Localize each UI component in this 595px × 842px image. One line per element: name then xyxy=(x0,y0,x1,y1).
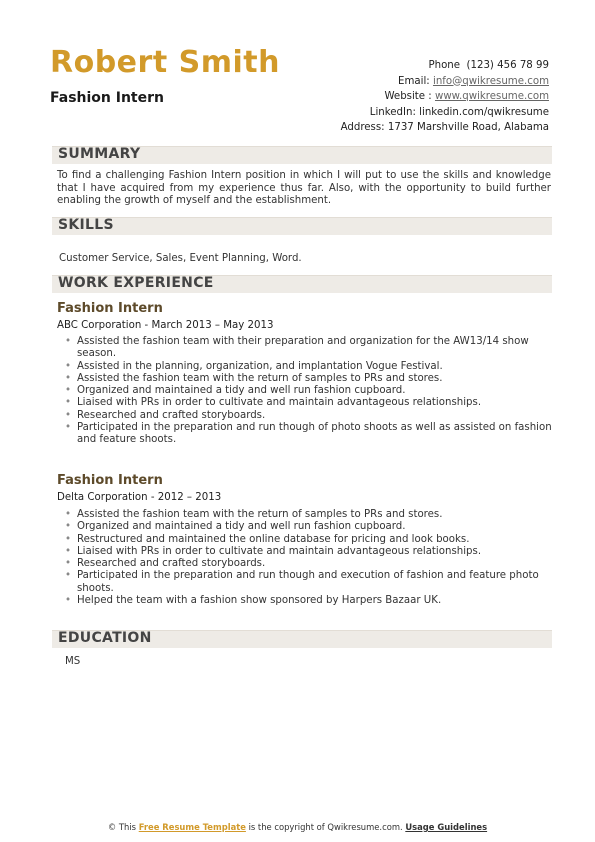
summary-section-header xyxy=(52,146,552,164)
skills-heading: SKILLS xyxy=(58,217,114,233)
address-label: Address: xyxy=(340,122,385,133)
address-value: 1737 Marshville Road, Alabama xyxy=(387,122,549,133)
contact-email xyxy=(341,74,549,90)
job-1-company: ABC Corporation - March 2013 – May 2013 xyxy=(57,320,274,331)
list-item: • Researched and crafted storyboards. xyxy=(77,410,569,422)
skills-text: Customer Service, Sales, Event Planning, Word. xyxy=(59,253,302,264)
list-item: • Restructured and maintained the online database for pricing and look books. xyxy=(77,534,569,546)
list-item: • Assisted the fashion team with the return of samples to PRs and stores. xyxy=(77,509,569,521)
website-link[interactable]: www.qwikresume.com xyxy=(434,91,549,102)
footer-prefix: © This xyxy=(107,822,139,832)
list-item: • Researched and crafted storyboards. xyxy=(77,558,569,570)
list-item: • Participated in the preparation and run though and execution of fashion and feature photo shoots. xyxy=(77,570,569,595)
list-item: • Assisted the fashion team with their preparation and organization for the AW13/14 show season. xyxy=(77,336,569,361)
contact-linkedin xyxy=(341,105,549,121)
contact-phone xyxy=(341,58,549,74)
list-item: • Organized and maintained a tidy and well run fashion cupboard. xyxy=(77,521,569,533)
footer-copyright xyxy=(0,822,595,832)
job-2-title: Fashion Intern xyxy=(57,473,163,488)
website-label: Website : xyxy=(384,91,432,102)
linkedin-value: linkedin.com/qwikresume xyxy=(419,106,549,118)
list-item: • Helped the team with a fashion show sponsored by Harpers Bazaar UK. xyxy=(77,595,569,607)
email-label: Email: xyxy=(398,75,430,87)
job-2-bullets xyxy=(57,509,569,607)
linkedin-label: LinkedIn: xyxy=(369,106,416,118)
education-text: MS xyxy=(65,656,81,667)
summary-heading: SUMMARY xyxy=(58,146,141,162)
footer-middle: is the copyright of Qwikresume.com. xyxy=(245,822,406,832)
phone-label: Phone xyxy=(428,60,461,71)
list-item: • Participated in the preparation and run though of photo shoots as well as assisted on fashion and feature shoots. xyxy=(77,422,569,447)
list-item: • Assisted in the planning, organization, and implantation Vogue Festival. xyxy=(77,361,569,373)
free-resume-template-link[interactable]: Free Resume Template xyxy=(138,822,246,832)
candidate-role: Fashion Intern xyxy=(50,90,164,106)
list-item: • Organized and maintained a tidy and well run fashion cupboard. xyxy=(77,385,569,397)
job-1-title: Fashion Intern xyxy=(57,301,163,316)
contact-block xyxy=(341,58,549,136)
summary-text: To find a challenging Fashion Intern position in which I will put to use the skills and knowledge that I have acquired from my experience thus far. Also, with the opportunity to build further enabling the growth of myself and the establishment. xyxy=(57,170,551,206)
job-2-company: Delta Corporation - 2012 – 2013 xyxy=(57,492,222,503)
contact-address xyxy=(341,120,549,136)
education-heading: EDUCATION xyxy=(58,630,152,646)
experience-section-header xyxy=(52,275,552,293)
usage-guidelines-link[interactable]: Usage Guidelines xyxy=(405,822,488,832)
experience-heading: WORK EXPERIENCE xyxy=(58,275,214,291)
email-link[interactable]: info@qwikresume.com xyxy=(432,75,549,87)
candidate-name: Robert Smith xyxy=(50,45,280,80)
list-item: • Liaised with PRs in order to cultivate and maintain advantageous relationships. xyxy=(77,397,569,409)
phone-value: (123) 456 78 99 xyxy=(466,60,549,71)
contact-website xyxy=(341,89,549,105)
list-item: • Liaised with PRs in order to cultivate and maintain advantageous relationships. xyxy=(77,546,569,558)
list-item: • Assisted the fashion team with the return of samples to PRs and stores. xyxy=(77,373,569,385)
job-1-bullets xyxy=(57,336,569,447)
skills-section-header xyxy=(52,217,552,235)
education-section-header xyxy=(52,630,552,648)
